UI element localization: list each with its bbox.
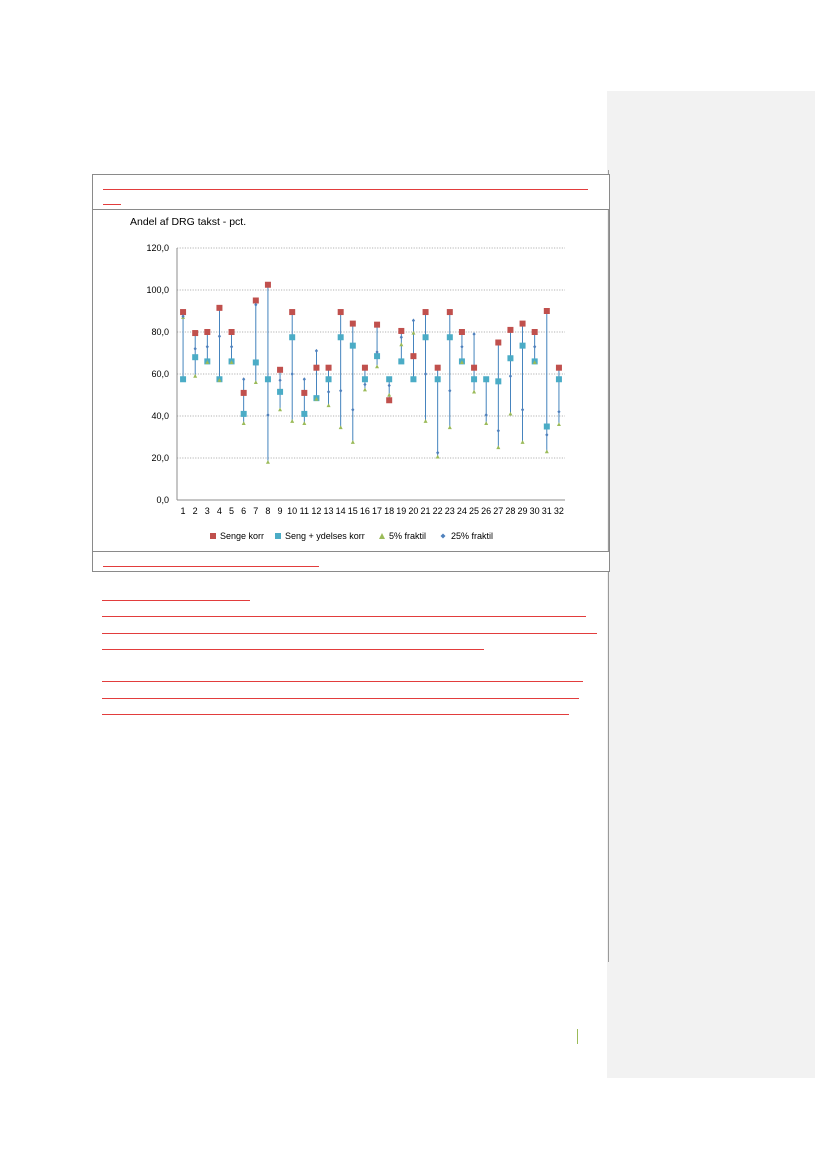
x-tick-label: 11: [299, 506, 309, 516]
marker-5pct-fraktil: [496, 445, 500, 449]
x-tick-label: 29: [517, 506, 528, 516]
legend-swatch-seng-ydelses: [275, 533, 281, 539]
marker-senge-korr: [447, 309, 453, 315]
marker-25pct-fraktil: [303, 377, 306, 381]
marker-senge-korr: [495, 340, 501, 346]
marker-senge-korr: [301, 390, 307, 396]
marker-senge-korr: [241, 390, 247, 396]
x-tick-label: 21: [420, 506, 431, 516]
legend-label-frac5: 5% fraktil: [389, 531, 427, 541]
marker-seng-ydelses-korr: [301, 411, 307, 417]
legend-label-senge: Senge korr: [220, 531, 265, 541]
y-tick-label: 60,0: [151, 369, 169, 379]
x-tick-label: 22: [432, 506, 443, 516]
marker-25pct-fraktil: [400, 335, 403, 339]
paragraph-line-2: [102, 616, 586, 617]
marker-senge-korr: [507, 327, 513, 333]
chart-svg: [92, 208, 608, 551]
x-tick-label: 13: [323, 506, 334, 516]
marker-5pct-fraktil: [399, 342, 403, 346]
marker-seng-ydelses-korr: [180, 376, 186, 382]
marker-seng-ydelses-korr: [483, 376, 489, 382]
marker-5pct-fraktil: [411, 331, 415, 335]
marker-senge-korr: [313, 365, 319, 371]
marker-5pct-fraktil: [351, 440, 355, 444]
marker-5pct-fraktil: [557, 422, 561, 426]
paragraph-line-4: [102, 649, 484, 650]
marker-seng-ydelses-korr: [277, 389, 283, 395]
data-markers: [180, 282, 562, 464]
marker-senge-korr: [362, 365, 368, 371]
x-tick-label: 30: [529, 506, 540, 516]
marker-seng-ydelses-korr: [520, 343, 526, 349]
marker-5pct-fraktil: [424, 419, 428, 423]
page-number-marker: [577, 1029, 578, 1044]
marker-seng-ydelses-korr: [326, 376, 332, 382]
y-tick-label: 0,0: [156, 495, 169, 505]
marker-5pct-fraktil: [363, 388, 367, 392]
marker-25pct-fraktil: [218, 334, 221, 338]
marker-senge-korr: [423, 309, 429, 315]
marker-25pct-fraktil: [388, 384, 391, 388]
marker-5pct-fraktil: [302, 421, 306, 425]
marker-25pct-fraktil: [351, 408, 354, 412]
chart-caption-box: [92, 174, 610, 210]
marker-25pct-fraktil: [194, 347, 197, 351]
range-lines: [183, 285, 559, 462]
comment-pane: [607, 91, 815, 1078]
marker-senge-korr: [435, 365, 441, 371]
marker-25pct-fraktil: [509, 374, 512, 378]
marker-25pct-fraktil: [315, 349, 318, 353]
marker-seng-ydelses-korr: [350, 343, 356, 349]
marker-seng-ydelses-korr: [362, 376, 368, 382]
marker-seng-ydelses-korr: [265, 376, 271, 382]
legend-label-frac25: 25% fraktil: [451, 531, 494, 541]
x-tick-label: 24: [456, 506, 467, 516]
marker-5pct-fraktil: [193, 374, 197, 378]
y-tick-label: 20,0: [151, 453, 169, 463]
marker-senge-korr: [350, 321, 356, 327]
marker-senge-korr: [532, 329, 538, 335]
marker-25pct-fraktil: [230, 345, 233, 349]
marker-25pct-fraktil: [557, 410, 560, 414]
marker-25pct-fraktil: [363, 383, 366, 387]
marker-25pct-fraktil: [545, 433, 548, 437]
legend-swatch-frac5: [379, 533, 385, 539]
marker-25pct-fraktil: [472, 332, 475, 336]
x-tick-label: 9: [277, 506, 283, 516]
marker-25pct-fraktil: [266, 413, 269, 417]
y-tick-label: 80,0: [151, 327, 169, 337]
source-line: [103, 566, 319, 567]
marker-5pct-fraktil: [375, 364, 379, 368]
x-tick-label: 5: [229, 506, 235, 516]
paragraph-line-7: [102, 714, 569, 715]
marker-seng-ydelses-korr: [507, 355, 513, 361]
marker-25pct-fraktil: [460, 345, 463, 349]
marker-senge-korr: [192, 330, 198, 336]
x-tick-label: 7: [253, 506, 259, 516]
marker-25pct-fraktil: [327, 390, 330, 394]
marker-senge-korr: [410, 353, 416, 359]
marker-5pct-fraktil: [339, 425, 343, 429]
x-tick-label: 15: [347, 506, 358, 516]
x-tick-label: 27: [493, 506, 504, 516]
y-axis-ticks: [146, 243, 169, 505]
marker-5pct-fraktil: [436, 455, 440, 459]
x-tick-label: 8: [265, 506, 271, 516]
paragraph-line-6: [102, 698, 579, 699]
marker-senge-korr: [277, 367, 283, 373]
paragraph-line-5: [102, 681, 583, 682]
marker-senge-korr: [180, 309, 186, 315]
x-tick-label: 2: [192, 506, 198, 516]
gridlines: [177, 248, 565, 500]
marker-seng-ydelses-korr: [471, 376, 477, 382]
marker-seng-ydelses-korr: [423, 334, 429, 340]
marker-seng-ydelses-korr: [410, 376, 416, 382]
marker-senge-korr: [338, 309, 344, 315]
x-tick-label: 1: [180, 506, 186, 516]
marker-25pct-fraktil: [485, 413, 488, 417]
marker-25pct-fraktil: [412, 318, 415, 322]
marker-25pct-fraktil: [424, 372, 427, 376]
x-axis-ticks: [181, 506, 564, 516]
marker-senge-korr: [229, 329, 235, 335]
caption-line-2: [103, 204, 121, 205]
marker-senge-korr: [253, 298, 259, 304]
marker-senge-korr: [289, 309, 295, 315]
x-tick-label: 10: [287, 506, 298, 516]
marker-25pct-fraktil: [206, 345, 209, 349]
marker-senge-korr: [386, 397, 392, 403]
marker-5pct-fraktil: [290, 419, 294, 423]
marker-seng-ydelses-korr: [386, 376, 392, 382]
marker-seng-ydelses-korr: [435, 376, 441, 382]
marker-seng-ydelses-korr: [374, 353, 380, 359]
x-tick-label: 28: [505, 506, 516, 516]
marker-25pct-fraktil: [242, 377, 245, 381]
marker-seng-ydelses-korr: [253, 359, 259, 365]
marker-senge-korr: [556, 365, 562, 371]
x-tick-label: 4: [216, 506, 222, 516]
caption-line-1: [103, 189, 588, 190]
marker-5pct-fraktil: [521, 440, 525, 444]
chart-source-box: [92, 551, 610, 572]
marker-5pct-fraktil: [472, 390, 476, 394]
marker-senge-korr: [265, 282, 271, 288]
marker-5pct-fraktil: [254, 380, 258, 384]
marker-5pct-fraktil: [278, 408, 282, 412]
marker-senge-korr: [544, 308, 550, 314]
legend-label-seng-ydelses: Seng + ydelses korr: [285, 531, 365, 541]
marker-seng-ydelses-korr: [241, 411, 247, 417]
marker-5pct-fraktil: [242, 421, 246, 425]
x-tick-label: 32: [553, 506, 564, 516]
marker-seng-ydelses-korr: [495, 378, 501, 384]
x-tick-label: 19: [396, 506, 407, 516]
legend-swatch-frac25: [441, 534, 446, 539]
marker-5pct-fraktil: [448, 425, 452, 429]
marker-25pct-fraktil: [291, 372, 294, 376]
x-tick-label: 23: [444, 506, 455, 516]
x-tick-label: 18: [384, 506, 395, 516]
marker-seng-ydelses-korr: [556, 376, 562, 382]
marker-25pct-fraktil: [436, 451, 439, 455]
paragraph-line-3: [102, 633, 597, 634]
x-tick-label: 25: [469, 506, 480, 516]
marker-seng-ydelses-korr: [544, 424, 550, 430]
y-tick-label: 120,0: [146, 243, 169, 253]
x-tick-label: 20: [408, 506, 419, 516]
chart-legend: [210, 531, 493, 541]
marker-seng-ydelses-korr: [289, 334, 295, 340]
marker-senge-korr: [459, 329, 465, 335]
marker-seng-ydelses-korr: [447, 334, 453, 340]
legend-swatch-senge: [210, 533, 216, 539]
marker-senge-korr: [398, 328, 404, 334]
marker-5pct-fraktil: [266, 460, 270, 464]
y-tick-label: 40,0: [151, 411, 169, 421]
marker-25pct-fraktil: [278, 378, 281, 382]
marker-5pct-fraktil: [545, 450, 549, 454]
x-tick-label: 6: [241, 506, 247, 516]
x-tick-label: 14: [335, 506, 346, 516]
marker-senge-korr: [326, 365, 332, 371]
x-tick-label: 16: [359, 506, 370, 516]
marker-25pct-fraktil: [533, 345, 536, 349]
marker-5pct-fraktil: [387, 393, 391, 397]
marker-5pct-fraktil: [508, 412, 512, 416]
y-tick-label: 100,0: [146, 285, 169, 295]
x-tick-label: 26: [481, 506, 492, 516]
paragraph-line-1: [102, 600, 250, 601]
x-tick-label: 12: [311, 506, 322, 516]
marker-seng-ydelses-korr: [192, 354, 198, 360]
marker-senge-korr: [204, 329, 210, 335]
marker-5pct-fraktil: [484, 421, 488, 425]
marker-senge-korr: [520, 321, 526, 327]
marker-25pct-fraktil: [497, 429, 500, 433]
marker-25pct-fraktil: [448, 389, 451, 393]
chart-title: Andel af DRG takst - pct.: [130, 216, 247, 228]
x-tick-label: 31: [541, 506, 552, 516]
marker-5pct-fraktil: [327, 403, 331, 407]
marker-senge-korr: [471, 365, 477, 371]
marker-senge-korr: [374, 322, 380, 328]
marker-senge-korr: [216, 305, 222, 311]
marker-25pct-fraktil: [339, 389, 342, 393]
marker-25pct-fraktil: [521, 408, 524, 412]
x-tick-label: 17: [372, 506, 383, 516]
marker-seng-ydelses-korr: [398, 358, 404, 364]
marker-seng-ydelses-korr: [338, 334, 344, 340]
x-tick-label: 3: [204, 506, 210, 516]
